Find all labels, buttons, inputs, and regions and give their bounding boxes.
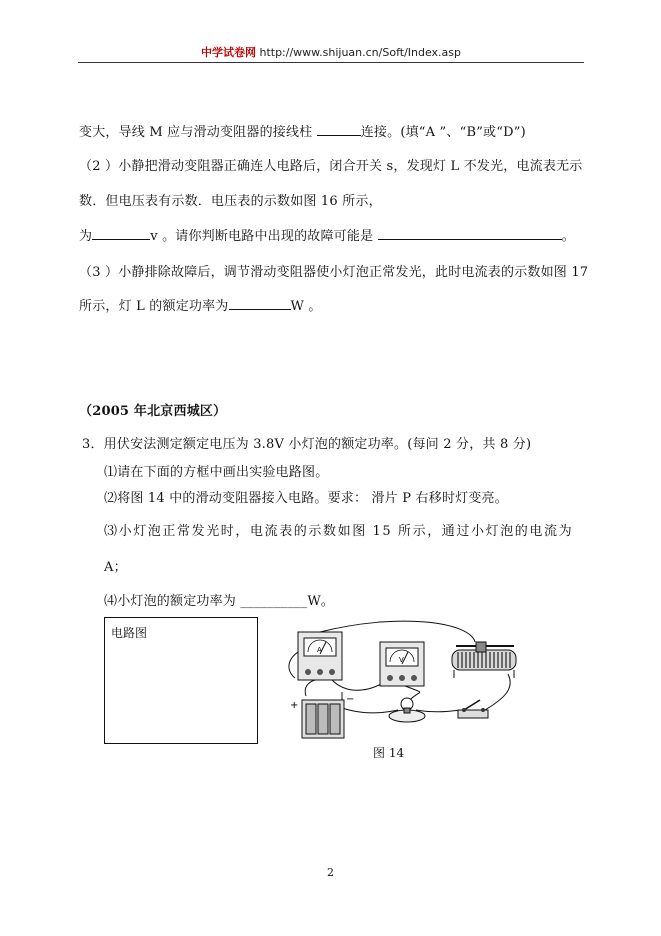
text-line-3: 数．但电压表有示数．电压表的示数如图 16 所示， [79,194,382,209]
text-line-5: （3 ）小静排除故障后，调节滑动变阻器使小灯泡正常发光，此时电流表的示数如图 17 [79,265,589,280]
wire-battery-ammeter [305,678,335,696]
battery-minus: − [346,694,355,705]
line-4-tail: 。 [561,229,575,244]
wire-bulb-switch [416,710,462,712]
line-4-head: 为 [79,229,93,244]
section-title: （2005 年北京西城区） [79,404,227,419]
figure-14-apparatus [280,618,530,746]
question-3-part-2: ⑵将图 14 中的滑动变阻器接入电路。要求： 滑片 P 右移时灯变亮。 [104,491,508,506]
line-1-text: 变大，导线 M 应与滑动变阻器的接线柱 [79,125,317,140]
answer-blank-power [229,297,291,310]
line-6-tail: W 。 [290,299,322,314]
header-divider [78,62,584,63]
page-header [78,44,584,60]
voltmeter-symbol: V [399,656,404,664]
question-3-part-1: ⑴请在下面的方框中画出实验电路图。 [104,465,329,480]
answer-blank-voltage [92,227,150,240]
battery [290,694,354,738]
text-line-4 [79,225,575,244]
voltmeter [380,642,424,686]
answer-blank-fault [378,227,562,240]
wire-switch-rheostat [485,674,510,710]
circuit-diagram-box [104,617,258,744]
battery-plus: + [290,700,299,711]
page-number: 2 [327,866,334,879]
bulb [389,698,425,722]
switch [458,700,488,718]
ammeter [298,632,342,680]
line-4-mid: v 。请你判断电路中出现的故障可能是 [150,229,378,244]
circuit-box-label: 电路图 [111,626,148,640]
rheostat [452,642,516,678]
question-3-part-4: ⑷小灯泡的额定功率为 __________W。 [104,594,335,609]
wire-top-rheostat [320,621,475,642]
header-brand: 中学试卷网 [200,46,256,59]
line-6-head: 所示，灯 L 的额定功率为 [79,299,229,314]
ammeter-symbol: A [317,646,322,654]
text-line-6 [79,295,322,314]
wire-ammeter-voltmeter [332,680,384,690]
text-line-2: （2 ）小静把滑动变阻器正确连人电路后，闭合开关 s，发现灯 L 不发光，电流表无示 [79,159,583,174]
header-url: http://www.shijuan.cn/Soft/Index.asp [259,46,462,59]
question-3-part-3b: A； [104,560,127,575]
question-3-part-3: ⑶小灯泡正常发光时，电流表的示数如图 15 所示，通过小灯泡的电流为 [104,524,574,539]
question-3: 3．用伏安法测定额定电压为 3.8V 小灯泡的额定功率。(每问 2 分，共 8 分) [82,437,532,452]
answer-blank-terminal [317,123,361,136]
text-line-1 [79,121,526,140]
figure-caption: 图 14 [373,746,405,760]
line-1-tail: 连接。(填“A ”、“B”或“D”) [360,125,526,140]
